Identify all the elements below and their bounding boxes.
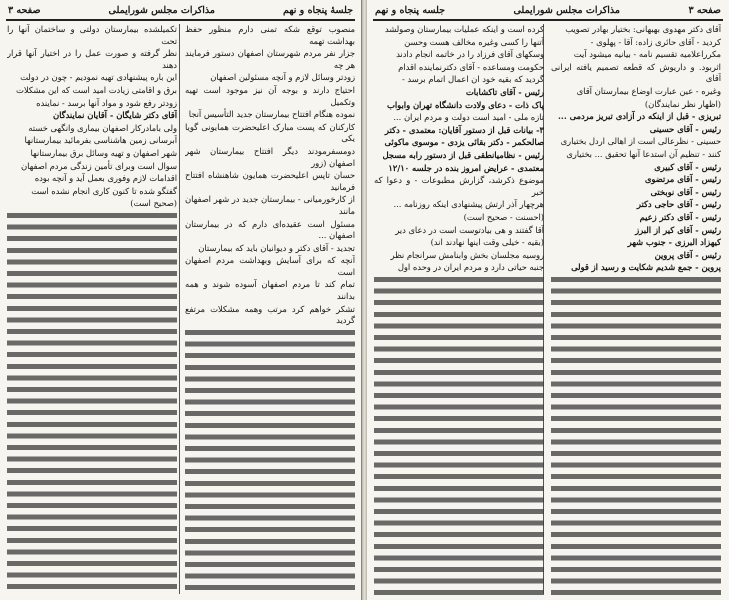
paragraph: گردید که بقیه خود ان اعمال اتمام برسد -: [401, 74, 544, 85]
paragraph: آتنها را کسی وغیره مخالف هست وحسن: [404, 36, 544, 47]
paragraph: هرچهار آذر ارتش پیشنهادی اینکه روزنامه ...: [393, 199, 544, 210]
paragraph: حکومت ومساعده - آقای دکترنماینده اقدام: [398, 61, 544, 72]
paragraph: زودتر رفع شود و مواد آنها برسد - نماینده: [36, 97, 177, 108]
text-filler: [374, 275, 544, 596]
right-page-column-1: [551, 24, 721, 596]
paragraph: جنبه حیاتی دارد و مردم ایران در وحده اول: [397, 262, 544, 273]
paragraph: اثربود. و داریوش که قطعه تصمیم یافته ایرانی آقای: [551, 61, 721, 84]
paragraph: زودتر وسائل لازم و آنچه مسئولین اصفهان: [210, 72, 355, 83]
paragraph: تشکر خواهم کرد مرتب وهمه مشکلات مرتفع گردید: [185, 303, 355, 326]
paragraph: کرده است و اینکه عملیات بیمارستان وصولشد: [384, 24, 544, 34]
paragraph: وسکهای آقای فرزاد را در خاتمه انجام دادند: [396, 49, 544, 60]
paragraph: (احسنت - صحیح است): [463, 211, 544, 222]
paragraph: تازه ملی - امید است دولت و مردم ایران ...: [393, 112, 544, 123]
paragraph: موضوع ذکرشد، گزارش مطبوعات - و دعوا که خبر: [374, 175, 544, 197]
paragraph: روسیه مجلسان بخش وابنامش سرانجام نظر: [390, 249, 544, 260]
paragraph: شهر اصفهان و تهیه وسائل برق بیمارستانها: [30, 147, 177, 158]
paragraph: نظر گرفته و صورت عمل را در اختیار آنها قرار دهند: [7, 48, 177, 70]
left-page-number: صفحه ۳: [8, 4, 41, 16]
speaker-line: رئیس - آقای تاکشابات: [465, 86, 544, 97]
speaker-line: معتمدی - عرایض امروز بنده در جلسه ۱۲/۱۰: [388, 162, 544, 173]
speaker-line: رئیس - آقای دکتر زعیم: [639, 211, 721, 222]
speaker-line: رئیس - آقای مرتضوی: [644, 174, 721, 185]
right-page-header: [367, 2, 729, 18]
left-page: [0, 0, 362, 600]
paragraph: حسینی - نظرعالی است از اهالی اردل بختیاری: [560, 136, 721, 147]
right-page-session: جلسه پنجاه و نهم: [375, 4, 445, 16]
speaker-line: رئیس - آقای کیر از البرز: [635, 224, 721, 235]
speaker-line: پروین - جمع شدیم شکایت و رسید از قولی: [571, 262, 721, 273]
right-page-number: صفحه ۳: [688, 4, 721, 16]
paragraph: تکمیلشده بیمارستان دولتی و ساختمان آنها را تحت: [7, 24, 177, 46]
right-page-title: مذاکرات مجلس شورایملی: [513, 4, 620, 16]
speaker-line: رئیس - آقای حسینی: [649, 123, 721, 134]
paragraph: کنند - تنظیم آن استدعا آنها تحقیق ... بختیاری: [566, 148, 721, 159]
paragraph: احتیاج دارند و بوجه آن نیز موجود است تهیه وتکمیل: [185, 84, 355, 107]
paragraph: مکرراعلامیه تقسیم نامه - بیانیه میشود آیت: [573, 49, 721, 60]
text-filler: [7, 211, 177, 596]
paragraph: آقا گفتند و هی بیادتوست است در دعای دیر: [395, 224, 544, 235]
paragraph: کارکنان که پست مبارک اعلیحضرت همایونی گویا یکی: [185, 121, 355, 144]
right-page-column-2: [374, 24, 544, 596]
paragraph: گفتگو شده تا کنون کاری انجام نشده است: [31, 185, 177, 196]
paragraph: مسئول است عقیده‌ای دارم که در بیمارستان اصفهان ...: [185, 218, 355, 241]
left-page-column-1: [185, 24, 355, 596]
speaker-line: تبریزی - قبل از اینکه در آزادی تبریز مردمی ...: [558, 111, 721, 122]
paragraph: از کارخورمیانی - بیمارستان جدید در شهر اصفهان مانند: [185, 194, 355, 216]
paragraph: (بقیه - خیلی وقت اینها نهادند اند): [430, 237, 544, 248]
paragraph: جزار نفر مردم شهرستان اصفهان دستور فرمایند هر چه: [185, 48, 355, 70]
paragraph: تمام کند تا مردم اصفهان آسوده شوند و همه بدانند: [185, 279, 355, 302]
paragraph: این باره پیشنهادی تهیه نمودیم - چون در دولت: [20, 72, 177, 83]
paragraph: دومسفرمودند دیگر افتتاح بیمارستان شهر اصفهان (زور: [185, 145, 355, 168]
left-page-title: مذاکرات مجلس شورایملی: [108, 4, 215, 16]
paragraph: نموده هنگام افتتاح بیمارستان جدید التأسیس آنجا: [188, 109, 355, 120]
paragraph: اقدامات لازم وفوری بعمل آید و آنچه بوده: [34, 173, 177, 184]
speaker-line: کیهزاد البرزی - جنوب شهر: [627, 237, 721, 248]
left-header-rule: [6, 19, 355, 21]
section-heading: صالحکمر - دکتر بقائی یزدی - موسوی ماکوئی: [384, 137, 544, 148]
speaker-line: رئیس - آقای کبیری: [654, 161, 721, 172]
paragraph: حسان تاپس اعلیحضرت همایون شاهنشاه افتتاح فرمانید: [185, 170, 355, 192]
left-column-divider: [179, 24, 180, 594]
paragraph: کردید - آقای حائری زاده: آقا - پهلوی -: [590, 36, 721, 47]
speaker-line: رئیس - آقای حاجی دکتر: [636, 199, 721, 210]
paragraph: (صحیح است): [130, 198, 177, 209]
paragraph: (اظهار نظر نمایندگان): [644, 98, 721, 109]
right-page: [367, 0, 729, 600]
right-header-rule: [373, 19, 723, 21]
left-page-column-2: [7, 24, 177, 596]
paragraph: ولی بامادرکار اصفهان بیماری وانگهی خسته: [28, 122, 177, 133]
paragraph: آقای دکتر مهدوی بهبهانی: بختیار بهادر تصویب: [565, 24, 721, 34]
paragraph: آبرسانی زمین هاشناسی بفرمائید بیمارستانها: [24, 135, 177, 146]
left-page-session: جلسهٔ پنجاه و نهم: [283, 4, 353, 16]
paragraph: سوال است وبرای تأمین زندگی مردم اصفهان: [21, 160, 177, 171]
speaker-line: پاک ذات - دعای ولادت دانشگاه تهران وابواب: [387, 99, 544, 110]
paragraph: تجدید - آقای دکتر و دیوانیان باید که بیمارستان: [198, 242, 355, 253]
text-filler: [551, 275, 721, 596]
text-filler: [185, 328, 355, 596]
left-page-header: [0, 2, 361, 18]
section-heading: ۳- بیانات قبل از دستور آقایان: معتمدی - دکتر: [384, 124, 544, 135]
paragraph: برق و اقامتی زیادت امید است که این مشکلات: [16, 84, 177, 95]
paragraph: آنچه که برای آسایش وبهداشت مردم اصفهان است: [185, 255, 355, 277]
paragraph: وغیره - عین عبارت اوضاع بیمارستان آقای: [576, 85, 721, 96]
speaker-line: رئیس - نظامیانطقی قبل از دستور رابه مسجل: [382, 149, 544, 160]
speaker-line: رئیس - آقای پروین: [654, 249, 721, 260]
speaker-line: آقای دکتر شایگان - آقایان نمایندگان: [53, 110, 177, 121]
paragraph: منصوب توقع شکه تمنی دارم منظور حفظ بهداشت تهمه: [185, 24, 355, 46]
speaker-line: رئیس - آقای نوبختی: [650, 186, 721, 197]
